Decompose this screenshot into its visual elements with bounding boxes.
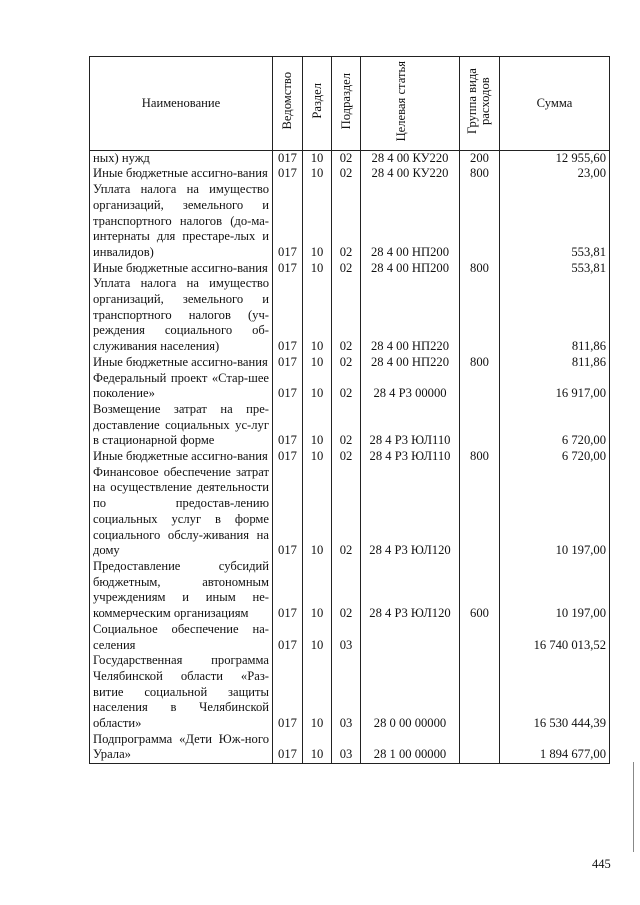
cell-sub: 03 <box>332 622 361 653</box>
cell-name: Федеральный проект «Стар-шее поколение» <box>90 371 273 402</box>
cell-sec: 10 <box>303 276 332 355</box>
cell-dept: 017 <box>273 261 303 277</box>
cell-sum: 553,81 <box>500 261 610 277</box>
cell-art: 28 4 00 НП220 <box>361 276 460 355</box>
cell-name: Подпрограмма «Дети Юж-ного Урала» <box>90 732 273 764</box>
cell-sum: 811,86 <box>500 355 610 371</box>
cell-art: 28 4 00 НП220 <box>361 355 460 371</box>
table-row <box>90 371 610 402</box>
table-header-row <box>90 57 610 151</box>
table-row <box>90 166 610 182</box>
cell-sum: 553,81 <box>500 182 610 261</box>
cell-name: Иные бюджетные ассигно-вания <box>90 261 273 277</box>
cell-sec: 10 <box>303 465 332 559</box>
cell-sec: 10 <box>303 653 332 732</box>
cell-art <box>361 622 460 653</box>
cell-sub: 02 <box>332 355 361 371</box>
cell-sum: 16 530 444,39 <box>500 653 610 732</box>
cell-sub: 02 <box>332 465 361 559</box>
cell-art: 28 4 00 КУ220 <box>361 150 460 166</box>
page-number: 445 <box>592 857 611 871</box>
cell-sec: 10 <box>303 261 332 277</box>
cell-name: Иные бюджетные ассигно-вания <box>90 449 273 465</box>
table-row <box>90 465 610 559</box>
cell-sum: 1 894 677,00 <box>500 732 610 764</box>
cell-art: 28 4 Р3 00000 <box>361 371 460 402</box>
header-dept: Ведомство <box>273 57 303 151</box>
cell-sec: 10 <box>303 166 332 182</box>
table-row <box>90 653 610 732</box>
cell-grp <box>460 732 500 764</box>
cell-sub: 02 <box>332 166 361 182</box>
table-row <box>90 402 610 449</box>
cell-art: 28 0 00 00000 <box>361 653 460 732</box>
cell-sum: 12 955,60 <box>500 150 610 166</box>
cell-sum: 16 917,00 <box>500 371 610 402</box>
cell-dept: 017 <box>273 465 303 559</box>
cell-grp: 800 <box>460 449 500 465</box>
cell-grp <box>460 465 500 559</box>
cell-art: 28 4 Р3 ЮЛ120 <box>361 465 460 559</box>
header-section: Раздел <box>303 57 332 151</box>
cell-grp <box>460 402 500 449</box>
cell-name: Социальное обеспечение на-селения <box>90 622 273 653</box>
cell-art: 28 4 00 НП200 <box>361 182 460 261</box>
table-row <box>90 261 610 277</box>
cell-sub: 02 <box>332 150 361 166</box>
cell-sub: 02 <box>332 371 361 402</box>
cell-sum: 23,00 <box>500 166 610 182</box>
cell-grp <box>460 182 500 261</box>
cell-grp <box>460 653 500 732</box>
cell-name: Уплата налога на имущество организаций, земельного и транспортного налогов (уч-реждения социального об-служивания населения) <box>90 276 273 355</box>
cell-name: Возмещение затрат на пре-доставление социальных ус-луг в стационарной форме <box>90 402 273 449</box>
cell-dept: 017 <box>273 449 303 465</box>
cell-dept: 017 <box>273 402 303 449</box>
cell-dept: 017 <box>273 166 303 182</box>
header-target-article: Целевая статья <box>361 57 460 151</box>
cell-sec: 10 <box>303 355 332 371</box>
cell-name: ных) нужд <box>90 150 273 166</box>
cell-sec: 10 <box>303 402 332 449</box>
cell-sec: 10 <box>303 449 332 465</box>
header-sum: Сумма <box>500 57 610 151</box>
cell-sum: 6 720,00 <box>500 449 610 465</box>
cell-sub: 02 <box>332 559 361 622</box>
scan-artifact-line <box>633 762 634 852</box>
cell-sum: 10 197,00 <box>500 465 610 559</box>
cell-grp: 600 <box>460 559 500 622</box>
cell-sec: 10 <box>303 150 332 166</box>
table-row <box>90 276 610 355</box>
header-expense-group: Группа вида расходов <box>460 57 500 151</box>
table-row <box>90 622 610 653</box>
cell-dept: 017 <box>273 276 303 355</box>
cell-dept: 017 <box>273 559 303 622</box>
table-row <box>90 559 610 622</box>
cell-dept: 017 <box>273 150 303 166</box>
cell-name: Иные бюджетные ассигно-вания <box>90 166 273 182</box>
cell-art: 28 4 Р3 ЮЛ110 <box>361 449 460 465</box>
cell-art: 28 4 Р3 ЮЛ110 <box>361 402 460 449</box>
budget-table <box>89 56 610 764</box>
cell-grp <box>460 371 500 402</box>
cell-grp: 800 <box>460 166 500 182</box>
cell-sec: 10 <box>303 371 332 402</box>
cell-name: Иные бюджетные ассигно-вания <box>90 355 273 371</box>
cell-grp: 200 <box>460 150 500 166</box>
cell-art: 28 4 Р3 ЮЛ120 <box>361 559 460 622</box>
table-row <box>90 355 610 371</box>
cell-dept: 017 <box>273 371 303 402</box>
cell-name: Государственная программа Челябинской области «Раз-витие социальной защиты населения в Челябинской области» <box>90 653 273 732</box>
cell-sub: 03 <box>332 732 361 764</box>
cell-name: Финансовое обеспечение затрат на осуществление деятельности по предостав-лению социальных услуг в форме социального обслу-живания на дому <box>90 465 273 559</box>
cell-grp <box>460 276 500 355</box>
table-row <box>90 449 610 465</box>
cell-grp: 800 <box>460 261 500 277</box>
cell-sec: 10 <box>303 622 332 653</box>
cell-sub: 02 <box>332 402 361 449</box>
cell-art: 28 4 00 НП200 <box>361 261 460 277</box>
cell-sum: 811,86 <box>500 276 610 355</box>
table-row <box>90 182 610 261</box>
cell-dept: 017 <box>273 622 303 653</box>
cell-grp <box>460 622 500 653</box>
table-row <box>90 732 610 764</box>
cell-name: Предоставление субсидий бюджетным, автономным учреждениям и иным не-коммерческим организациям <box>90 559 273 622</box>
cell-dept: 017 <box>273 182 303 261</box>
cell-dept: 017 <box>273 653 303 732</box>
cell-sec: 10 <box>303 182 332 261</box>
cell-art: 28 4 00 КУ220 <box>361 166 460 182</box>
cell-sum: 6 720,00 <box>500 402 610 449</box>
cell-sub: 02 <box>332 449 361 465</box>
header-name: Наименование <box>90 57 273 151</box>
cell-dept: 017 <box>273 732 303 764</box>
cell-sec: 10 <box>303 732 332 764</box>
header-subsection: Подраздел <box>332 57 361 151</box>
cell-sec: 10 <box>303 559 332 622</box>
cell-name: Уплата налога на имущество организаций, земельного и транспортного налогов (до-ма-интернаты для престаре-лых и инвалидов) <box>90 182 273 261</box>
cell-sub: 03 <box>332 653 361 732</box>
cell-sub: 02 <box>332 276 361 355</box>
cell-art: 28 1 00 00000 <box>361 732 460 764</box>
cell-grp: 800 <box>460 355 500 371</box>
cell-sub: 02 <box>332 182 361 261</box>
cell-dept: 017 <box>273 355 303 371</box>
table-row <box>90 150 610 166</box>
cell-sub: 02 <box>332 261 361 277</box>
cell-sum: 16 740 013,52 <box>500 622 610 653</box>
cell-sum: 10 197,00 <box>500 559 610 622</box>
